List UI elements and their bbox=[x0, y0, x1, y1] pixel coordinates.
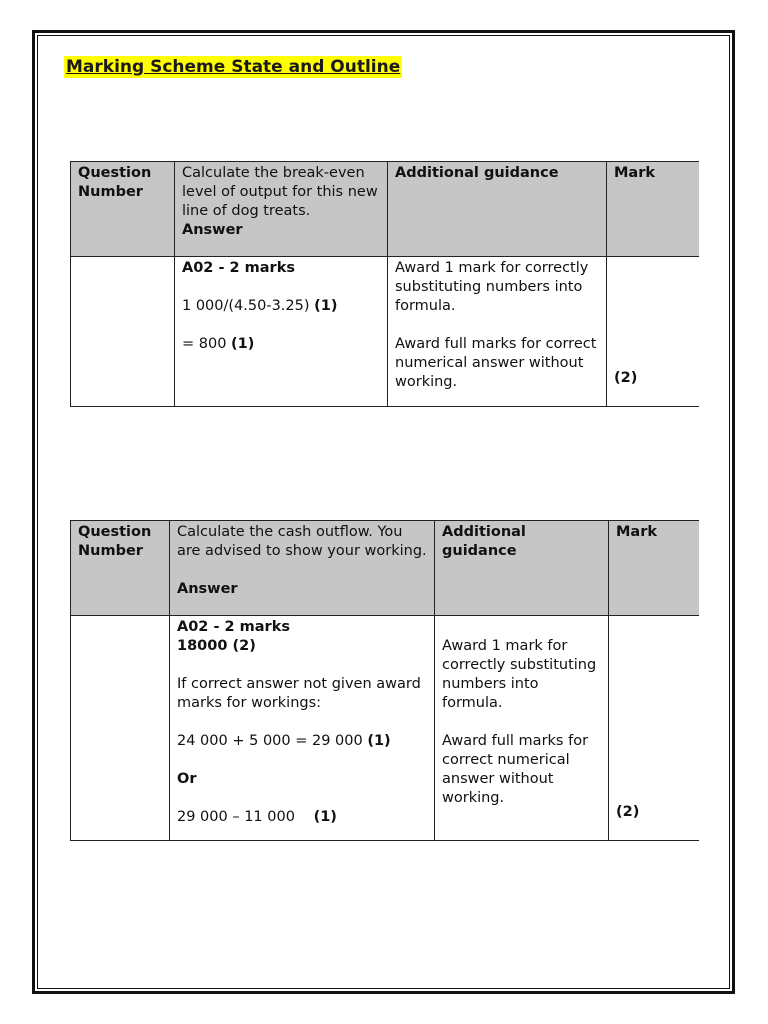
table-body-row bbox=[71, 616, 699, 841]
question-cell bbox=[175, 162, 388, 257]
mark-header: Mark bbox=[609, 521, 699, 616]
answer-label: Answer bbox=[182, 222, 243, 238]
mark-cell: (2) bbox=[609, 616, 699, 841]
working-mark: (1) bbox=[313, 809, 337, 825]
working-note: If correct answer not given award marks for workings: bbox=[177, 676, 421, 711]
marking-table-cash-outflow bbox=[70, 520, 699, 841]
mark-header: Mark bbox=[607, 162, 699, 257]
table-header-row bbox=[71, 521, 699, 616]
answer-cell bbox=[175, 257, 388, 407]
marking-table-break-even bbox=[70, 161, 699, 407]
assessment-objective: A02 - 2 marks bbox=[182, 260, 295, 276]
mark-cell: (2) bbox=[607, 257, 699, 407]
guidance-text: Award full marks for correct numerical answer without working. bbox=[395, 336, 597, 390]
question-number-header: Question Number bbox=[71, 521, 170, 616]
guidance-header: Additional guidance bbox=[435, 521, 609, 616]
question-cell bbox=[170, 521, 435, 616]
question-number-cell bbox=[71, 616, 170, 841]
answer-label: Answer bbox=[177, 581, 238, 597]
page-title: Marking Scheme State and Outline bbox=[66, 57, 401, 77]
working-line bbox=[177, 732, 427, 751]
guidance-header: Additional guidance bbox=[388, 162, 607, 257]
guidance-text: Award full marks for correct numerical answer without working. bbox=[442, 733, 589, 806]
question-number-cell bbox=[71, 257, 175, 407]
working-line bbox=[182, 297, 380, 316]
assessment-objective: A02 - 2 marks bbox=[177, 619, 290, 635]
working-line bbox=[182, 335, 380, 354]
guidance-cell bbox=[388, 257, 607, 407]
answer-result: 18000 (2) bbox=[177, 638, 256, 654]
working-mark: (1) bbox=[231, 336, 255, 352]
guidance-cell bbox=[435, 616, 609, 841]
guidance-text: Award 1 mark for correctly substituting numbers into formula. bbox=[395, 260, 589, 314]
answer-cell bbox=[170, 616, 435, 841]
table-body-row bbox=[71, 257, 699, 407]
question-text: Calculate the break-even level of output for this new line of dog treats. bbox=[182, 165, 378, 219]
working-mark: (1) bbox=[367, 733, 391, 749]
question-number-header: Question Number bbox=[71, 162, 175, 257]
question-text: Calculate the cash outflow. You are advised to show your working. bbox=[177, 524, 427, 559]
or-label: Or bbox=[177, 771, 197, 787]
working-text: 1 000/(4.50-3.25) bbox=[182, 298, 310, 314]
working-mark: (1) bbox=[314, 298, 338, 314]
working-text: 29 000 – 11 000 bbox=[177, 809, 295, 825]
working-text: = 800 bbox=[182, 336, 227, 352]
guidance-text: Award 1 mark for correctly substituting numbers into formula. bbox=[442, 638, 597, 711]
working-text: 24 000 + 5 000 = 29 000 bbox=[177, 733, 363, 749]
table-header-row bbox=[71, 162, 699, 257]
working-line bbox=[177, 808, 427, 827]
